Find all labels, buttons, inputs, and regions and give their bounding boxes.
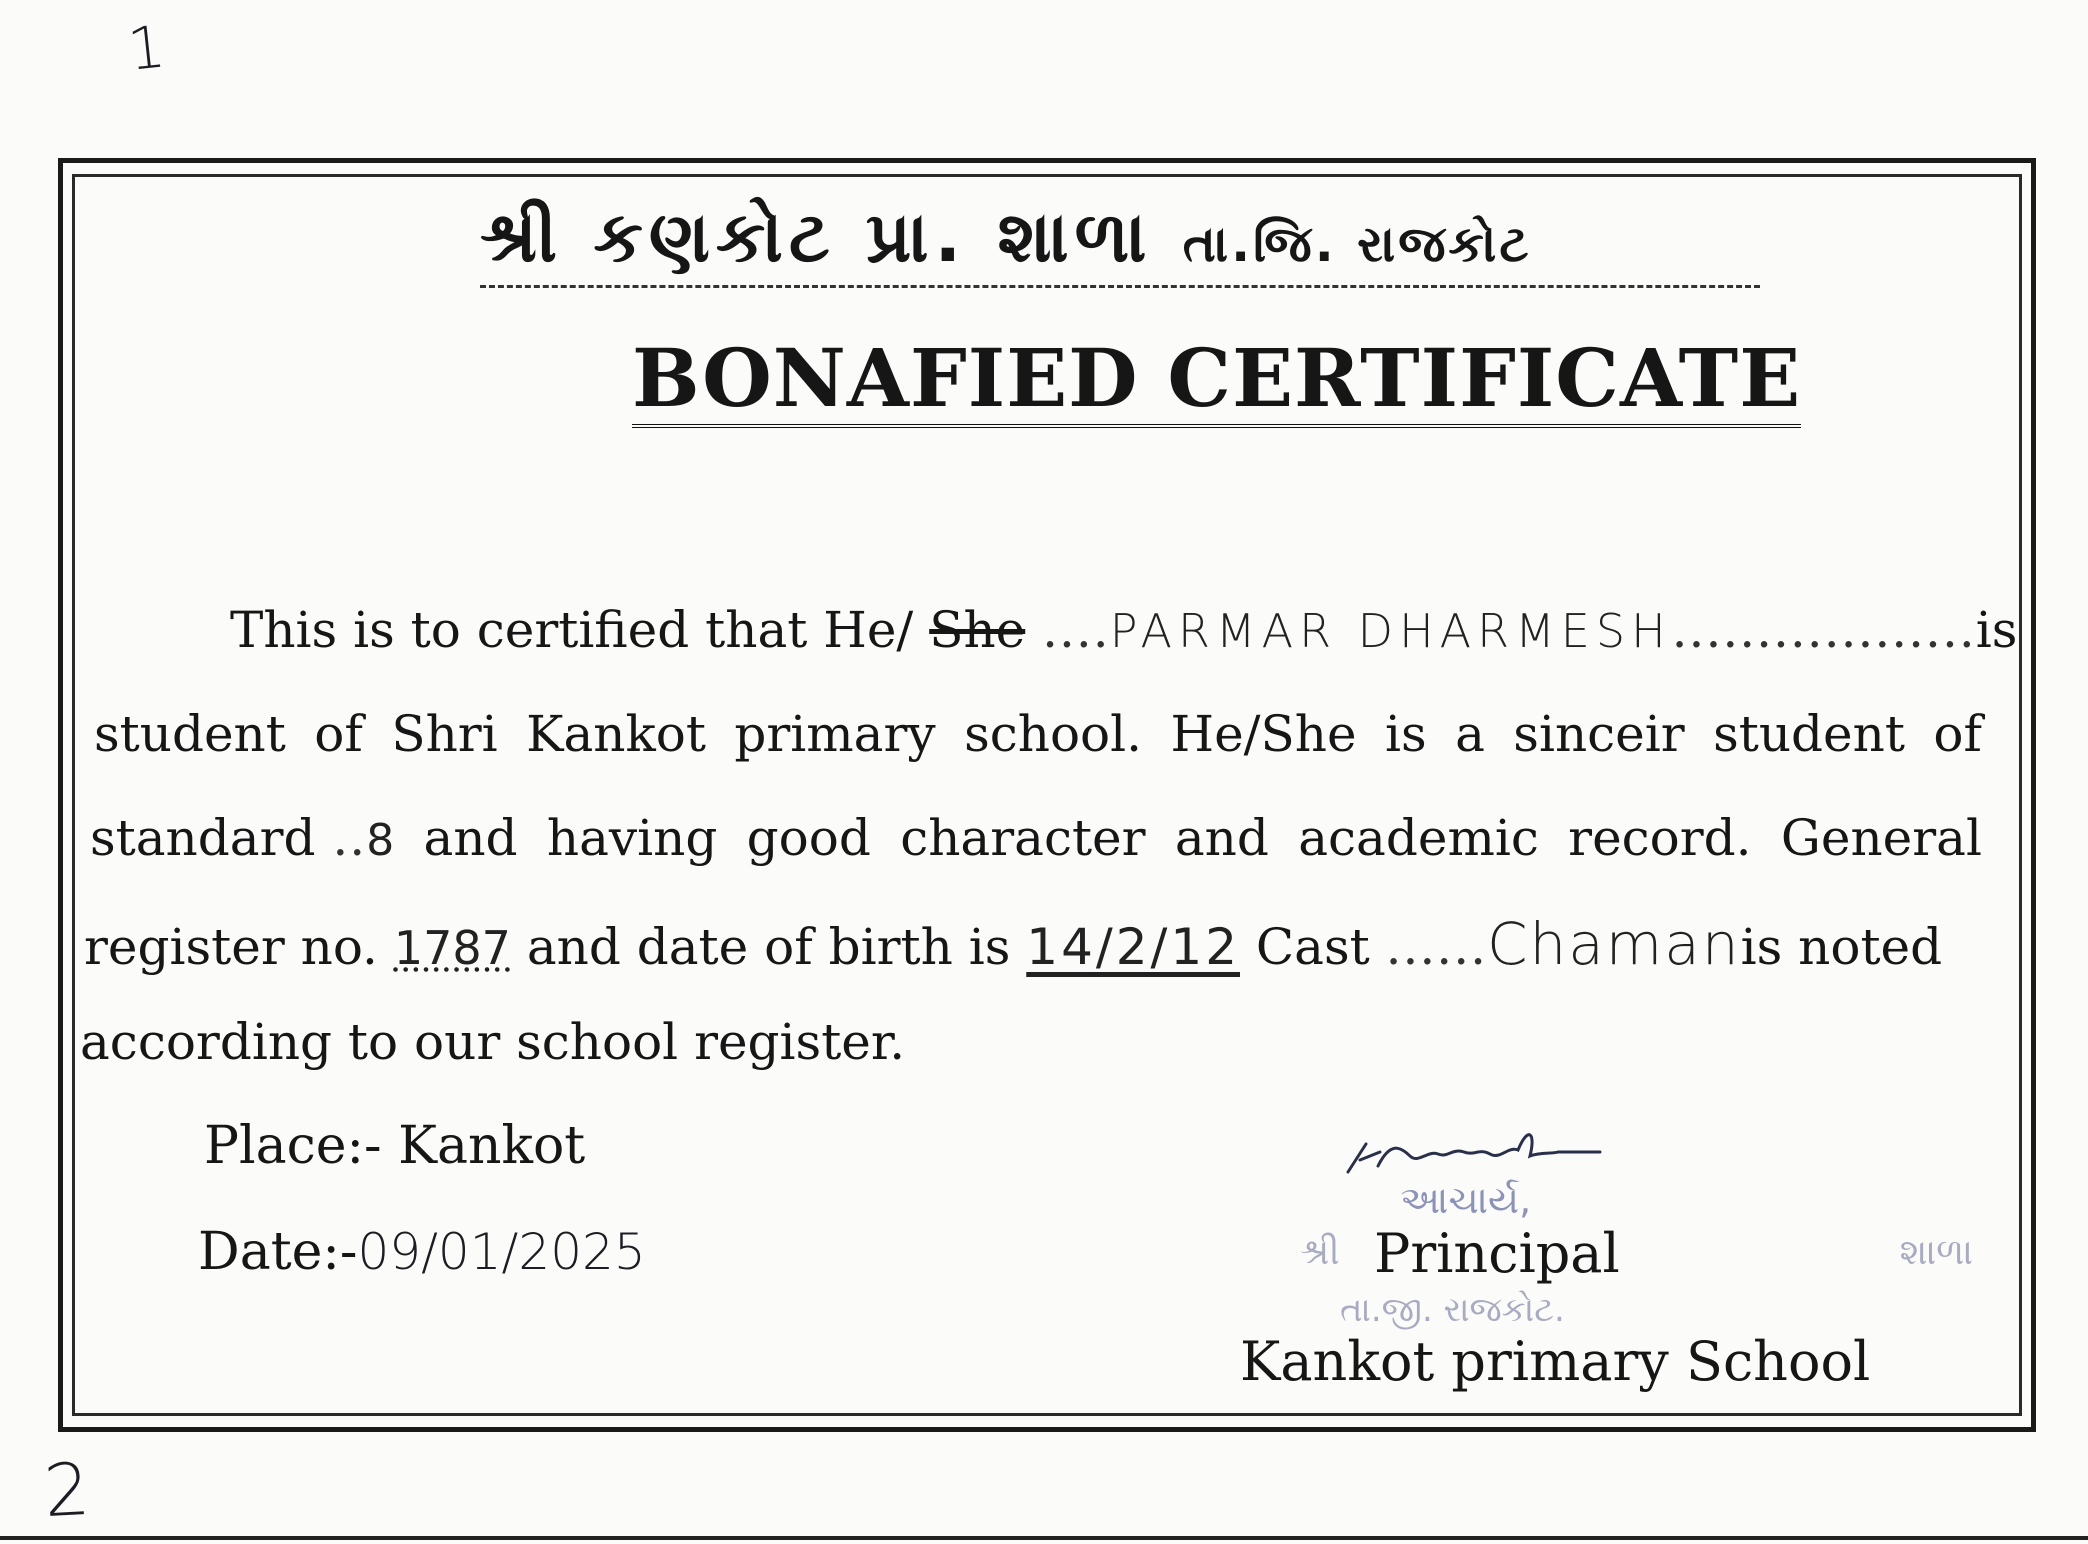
stamp-school-left: શ્રી bbox=[1300, 1232, 1340, 1273]
school-signature-label: Kankot primary School bbox=[1240, 1330, 1871, 1393]
line2-word: student bbox=[1713, 705, 1905, 763]
school-location-gujarati: તા.જિ. રાજકોટ bbox=[1182, 215, 1532, 273]
stamp-title: આચાર્ય, bbox=[1400, 1178, 1532, 1222]
stamp-location: તા.જી. રાજકોટ. bbox=[1340, 1290, 1565, 1330]
line3-word: and bbox=[423, 809, 518, 867]
principal-label: Principal bbox=[1374, 1222, 1620, 1285]
bottom-rule bbox=[0, 1536, 2088, 1540]
line1-suffix: is bbox=[1975, 601, 2018, 659]
register-number-field: 1787 bbox=[393, 921, 511, 975]
line4-cast-label: Cast bbox=[1240, 918, 1386, 976]
line1-struck-word: She bbox=[929, 601, 1026, 659]
line4-mid: and date of birth is bbox=[510, 918, 1027, 976]
standard-field: 8 bbox=[366, 815, 395, 866]
body-line-4 bbox=[84, 910, 1982, 980]
page-number-top: 1 bbox=[124, 12, 169, 84]
line2-word: He/She bbox=[1170, 705, 1357, 763]
school-name-gujarati: શ્રી કણકોટ પ્રા. શાળા bbox=[480, 196, 1153, 278]
line3-word: and bbox=[1174, 809, 1269, 867]
line2-word: Shri bbox=[391, 705, 498, 763]
line3-word: General bbox=[1780, 809, 1982, 867]
line2-word: a bbox=[1455, 705, 1485, 763]
line2-word: Kankot bbox=[526, 705, 706, 763]
line1-dots-b: .................. bbox=[1671, 601, 1976, 659]
standard-group bbox=[90, 808, 394, 868]
date-line bbox=[198, 1222, 646, 1282]
line3-word: having bbox=[546, 809, 718, 867]
line3-prefix: standard bbox=[90, 809, 316, 867]
line4-prefix: register no. bbox=[84, 918, 394, 976]
stamp-school-right: શાળા bbox=[1899, 1232, 1974, 1273]
cast-field: Chaman bbox=[1487, 910, 1741, 978]
certificate-heading: BONAFIED CERTIFICATE bbox=[632, 334, 1801, 428]
student-name-field: PARMAR DHARMESH bbox=[1109, 604, 1672, 658]
line3-dots: .. bbox=[315, 809, 367, 867]
line2-word: of bbox=[1933, 705, 1982, 763]
cast-dots: ...... bbox=[1385, 918, 1487, 976]
line3-word: record. bbox=[1568, 809, 1752, 867]
line4-suffix: is noted bbox=[1740, 918, 1943, 976]
date-of-birth-field: 14/2/12 bbox=[1026, 918, 1241, 976]
body-line-2 bbox=[94, 704, 1982, 764]
date-value: 09/01/2025 bbox=[357, 1223, 646, 1281]
body-line-5: according to our school register. bbox=[80, 1013, 906, 1071]
line2-word: primary bbox=[734, 705, 936, 763]
line2-word: is bbox=[1384, 705, 1427, 763]
line2-word: of bbox=[314, 705, 363, 763]
line2-word: student bbox=[94, 705, 286, 763]
line1-dots-a: .... bbox=[1025, 601, 1110, 659]
date-label: Date:- bbox=[198, 1222, 358, 1282]
line3-word: academic bbox=[1298, 809, 1539, 867]
body-line-1 bbox=[230, 600, 2018, 660]
page-number-bottom: 2 bbox=[41, 1446, 92, 1534]
line2-word: school. bbox=[964, 705, 1143, 763]
body-line-3 bbox=[90, 808, 1982, 868]
place-label: Place:- Kankot bbox=[204, 1116, 586, 1176]
line3-word: good bbox=[746, 809, 871, 867]
school-title bbox=[480, 196, 1760, 288]
line1-prefix: This is to certified that He/ bbox=[230, 601, 914, 659]
line3-word: character bbox=[900, 809, 1146, 867]
line2-word: sinceir bbox=[1513, 705, 1685, 763]
